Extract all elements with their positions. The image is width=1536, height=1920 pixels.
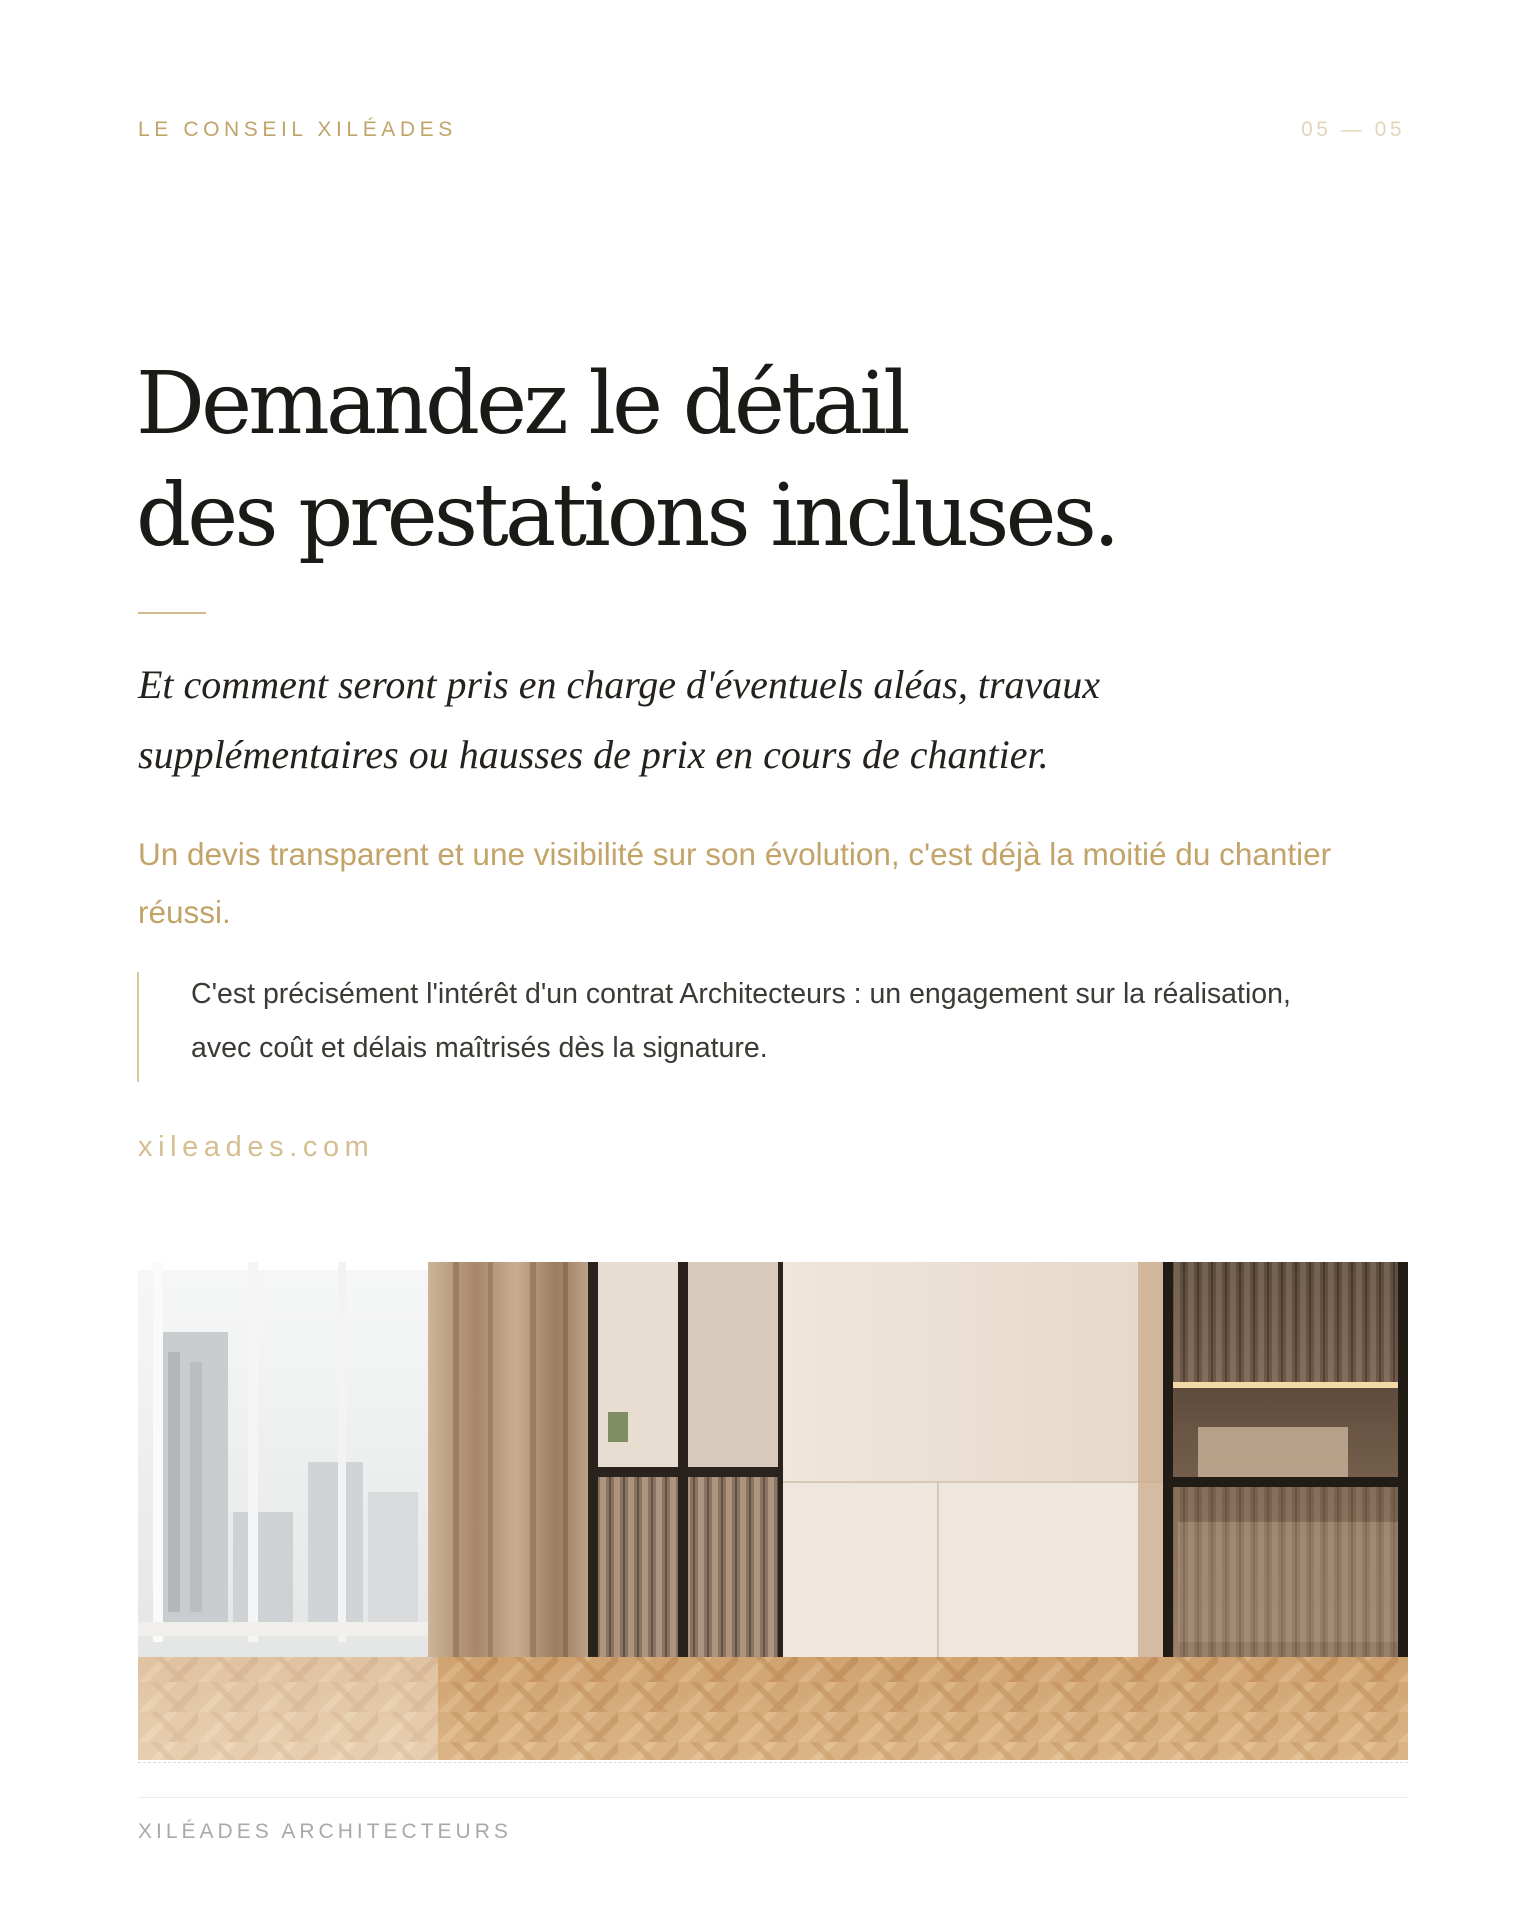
interior-photo: [138, 1262, 1408, 1760]
lead-paragraph: Et comment seront pris en charge d'éventuels aléas, travaux supplémentaires ou hausses de prix en cours de chantier.: [138, 662, 1101, 777]
photo-bottom-edge: [138, 1762, 1408, 1763]
footer-brand: XILÉADES ARCHITECTEURS: [138, 1820, 512, 1843]
footer-divider: [138, 1797, 1408, 1798]
interior-photo-illustration: [138, 1262, 1408, 1760]
page-title: [136, 348, 1117, 572]
quote-block: [137, 972, 1331, 1082]
title-line-2: des prestations incluses.: [136, 466, 1117, 566]
highlight-paragraph: Un devis transparent et une visibilité sur son évolution, c'est déjà la moitié du chantier réussi.: [138, 836, 1332, 930]
title-line-1: Demandez le détail: [136, 354, 907, 454]
accent-divider: [138, 612, 206, 614]
quote-text: C'est précisément l'intérêt d'un contrat Architecteurs : un engagement sur la réalisation, avec coût et délais maîtrisés dès la signature.: [191, 978, 1291, 1064]
header-brand: LE CONSEIL XILÉADES: [138, 118, 457, 141]
page-indicator: 05 — 05: [1301, 118, 1405, 141]
website-link[interactable]: xileades.com: [138, 1131, 375, 1163]
